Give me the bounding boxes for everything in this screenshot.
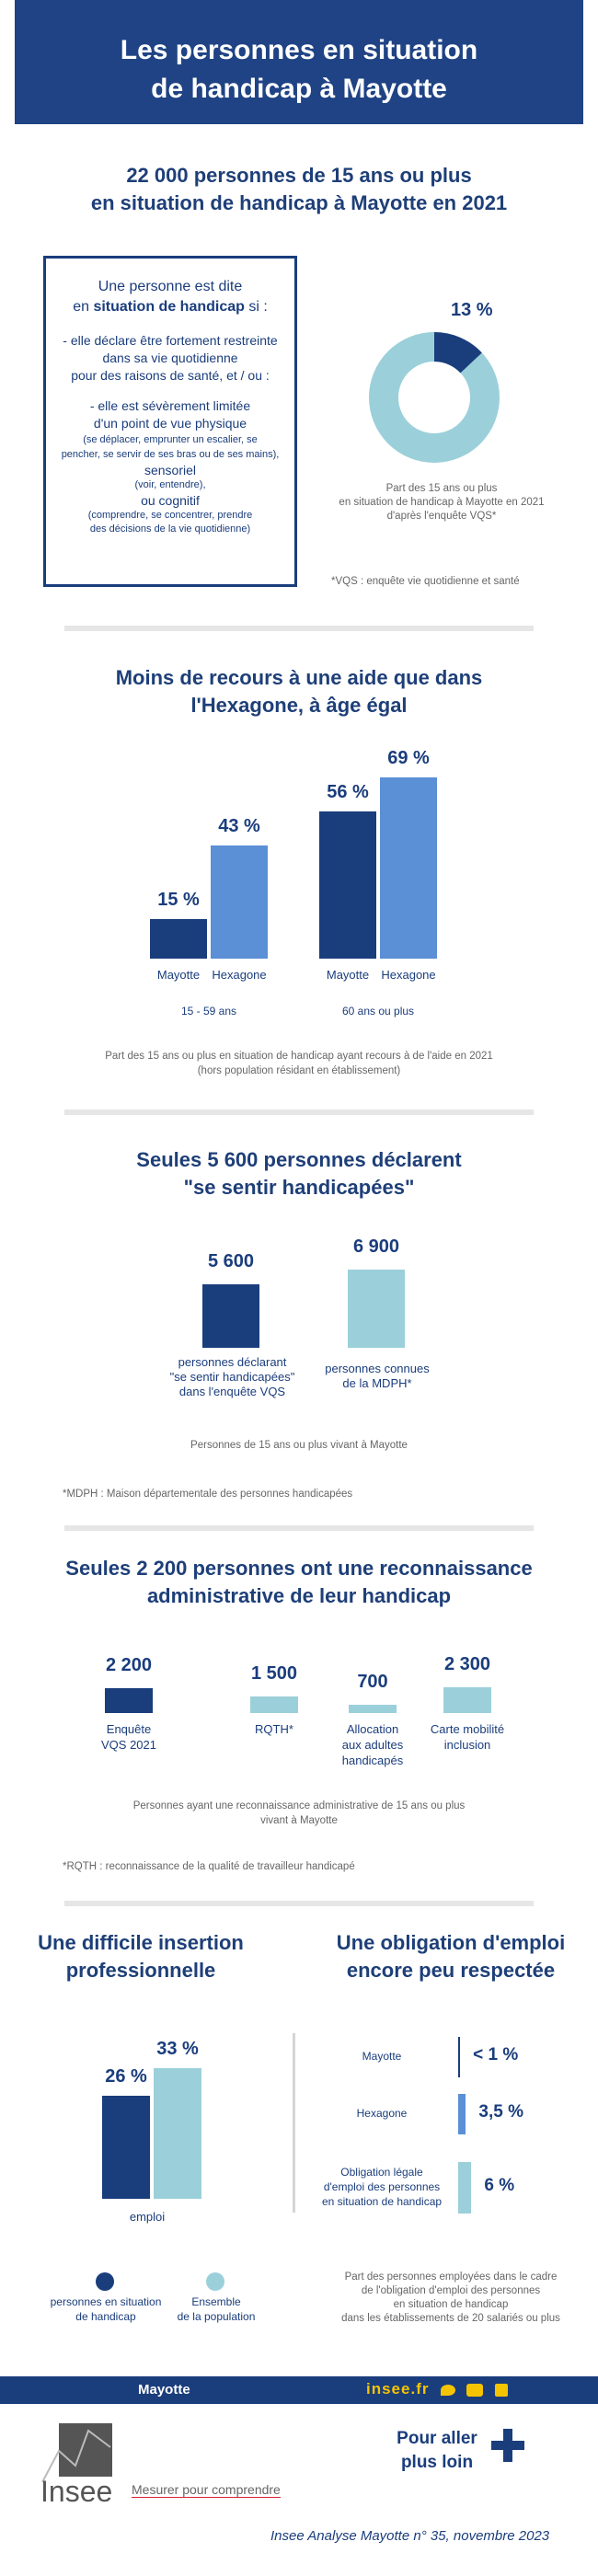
publication-reference: Insee Analyse Mayotte n° 35, novembre 2023 (270, 2528, 550, 2544)
section2-caption: Part des 15 ans ou plus en situation de handicap ayant recours à de l'aide en 2021 (hors population résidant en établissement) (105, 1051, 493, 1076)
plus-icon[interactable] (491, 2429, 524, 2462)
definition-line: dans sa vie quotidienne (102, 351, 238, 365)
legend-marker-handicap (96, 2272, 114, 2291)
definition-line: pencher, se servir de ses bras ou de ses mains), (61, 449, 280, 460)
legend-label-ensemble: Ensemble de la population (177, 2295, 256, 2323)
rqth-footnote: *RQTH : reconnaissance de la qualité de travailleur handicapé (63, 1861, 355, 1872)
insee-site-link[interactable]: insee.fr (366, 2380, 430, 2398)
footer-links (366, 2380, 508, 2398)
category-label: Hexagone (356, 2107, 408, 2120)
category-label: Enquête (106, 1722, 152, 1736)
definition-line: - elle déclare être fortement restreinte (63, 333, 278, 348)
divider (64, 1901, 534, 1906)
category-label: d'emploi des personnes (323, 2180, 441, 2193)
definition-line: sensoriel (144, 463, 197, 477)
page-title (15, 31, 583, 109)
category-label: Allocation (346, 1722, 399, 1736)
donut-caption: Part des 15 ans ou plus en situation de handicap à Mayotte en 2021 d'après l'enquête VQS* (339, 483, 545, 522)
youtube-icon[interactable] (466, 2384, 483, 2397)
data-label: 3,5 % (478, 2102, 523, 2122)
twitter-icon[interactable] (441, 2385, 455, 2396)
definition-line: (comprendre, se concentrer, prendre (87, 510, 253, 521)
category-label: VQS 2021 (101, 1738, 156, 1752)
bar-1 (250, 1696, 298, 1713)
section1-heading (0, 162, 598, 217)
insee-logo-square (59, 2423, 112, 2477)
series-label: Mayotte (326, 968, 370, 982)
bar-0 (105, 1688, 153, 1713)
mdph-footnote: *MDPH : Maison départementale des personnes handicapées (63, 1489, 353, 1500)
category-label: en situation de handicap (321, 2195, 443, 2208)
section4-caption: Personnes ayant une reconnaissance administrative de 15 ans ou plus vivant à Mayotte (132, 1800, 466, 1826)
category-label: handicapés (341, 1754, 404, 1767)
section1-heading-line-1: 22 000 personnes de 15 ans ou plus (126, 164, 472, 187)
data-label: 6 900 (352, 1236, 400, 1258)
data-label: 15 % (157, 890, 200, 911)
footer-band (0, 2376, 598, 2404)
bar-mayotte-1 (319, 811, 376, 959)
section2-heading: Moins de recours à une aide que dans l'Hexagone, à âge égal (115, 666, 483, 717)
hbar-0 (458, 2037, 460, 2077)
section4-heading: Seules 2 200 personnes ont une reconnaissance administrative de leur handicap (65, 1557, 533, 1607)
definition-line: (voir, entendre), (134, 479, 206, 490)
bar-hexagone-0 (211, 845, 268, 959)
definition-box (43, 256, 297, 587)
divider (64, 1525, 534, 1531)
data-label: 5 600 (207, 1251, 255, 1272)
definition-line: ou cognitif (141, 493, 200, 508)
section3-caption: Personnes de 15 ans ou plus vivant à Mayotte (190, 1440, 408, 1451)
data-label: 1 500 (250, 1662, 298, 1684)
category-label: Mayotte (362, 2050, 402, 2063)
hbar-2 (458, 2162, 471, 2214)
section1-heading-line-2: en situation de handicap à Mayotte en 2021 (90, 191, 508, 214)
insee-logo-text: Insee (40, 2475, 113, 2508)
definition-line: pour des raisons de santé, et / ou : (71, 368, 270, 383)
bar-3 (443, 1687, 491, 1713)
divider (64, 626, 534, 631)
data-label: 2 300 (443, 1653, 491, 1674)
category-label: RQTH* (255, 1722, 293, 1736)
definition-line: Une personne est dite (98, 279, 243, 294)
data-label: 43 % (218, 816, 260, 837)
linkedin-icon[interactable] (495, 2384, 508, 2397)
hbar-1 (458, 2094, 466, 2134)
bar-0 (202, 1284, 259, 1348)
data-label: 2 200 (105, 1655, 153, 1676)
insee-tagline: Mesurer pour comprendre (132, 2482, 281, 2497)
data-label: 69 % (387, 748, 430, 769)
category-label: aux adultes (341, 1738, 404, 1752)
data-label: 700 (357, 1672, 388, 1693)
data-label: 56 % (327, 782, 369, 803)
section5-left-heading: Une difficile insertion professionnelle (38, 1931, 244, 1982)
definition-line: en situation de handicap si : (73, 299, 268, 315)
bar-label-vqs: personnes déclarant "se sentir handicapées" dans l'enquête VQS (169, 1355, 295, 1398)
vertical-divider (293, 2033, 295, 2213)
emploi-label: emploi (129, 2210, 166, 2224)
series-label: Mayotte (156, 968, 201, 982)
definition-line: (se déplacer, emprunter un escalier, se (83, 434, 258, 445)
data-label: 33 % (156, 2039, 199, 2060)
bar-1 (348, 1270, 405, 1348)
bar-mayotte-0 (150, 919, 207, 959)
bar-2 (349, 1705, 397, 1713)
data-label: < 1 % (473, 2045, 519, 2064)
category-label: Carte mobilité (430, 1722, 505, 1736)
definition-line: des décisions de la vie quotidienne) (89, 523, 251, 535)
more-info-link[interactable]: Pour aller plus loin (397, 2429, 477, 2472)
series-label: Hexagone (381, 968, 436, 982)
category-label: inclusion (443, 1738, 491, 1752)
bar-hexagone-1 (380, 777, 437, 959)
divider (64, 1110, 534, 1115)
bar-0 (102, 2096, 150, 2199)
category-label: Obligation légale (340, 2166, 423, 2179)
donut-data-label: 13 % (451, 300, 493, 320)
section5-right-heading: Une obligation d'emploi encore peu respectée (336, 1931, 566, 1982)
page-title-line-2: de handicap à Mayotte (151, 74, 447, 104)
bar-label-mdph: personnes connues de la MDPH* (325, 1362, 430, 1390)
legend-label-handicap: personnes en situation de handicap (50, 2295, 162, 2323)
donut-chart (361, 324, 508, 471)
data-label: 6 % (484, 2176, 515, 2195)
category-label: 15 - 59 ans (180, 1005, 237, 1018)
vqs-footnote: *VQS : enquête vie quotidienne et santé (331, 576, 520, 587)
footer-region: Mayotte (138, 2382, 190, 2398)
page-title-line-1: Les personnes en situation (120, 35, 478, 65)
category-label: 60 ans ou plus (341, 1005, 415, 1018)
series-label: Hexagone (212, 968, 267, 982)
definition-line: d'un point de vue physique (93, 416, 247, 431)
bar-1 (154, 2068, 201, 2199)
legend-marker-ensemble (206, 2272, 224, 2291)
section3-heading: Seules 5 600 personnes déclarent "se sentir handicapées" (136, 1148, 462, 1199)
section5-right-caption: Part des personnes employées dans le cadre de l'obligation d'emploi des personnes en situation de handicap dans les établissements de 20 salariés ou plus (341, 2271, 560, 2324)
data-label: 26 % (105, 2066, 147, 2087)
definition-line: - elle est sévèrement limitée (89, 398, 251, 413)
